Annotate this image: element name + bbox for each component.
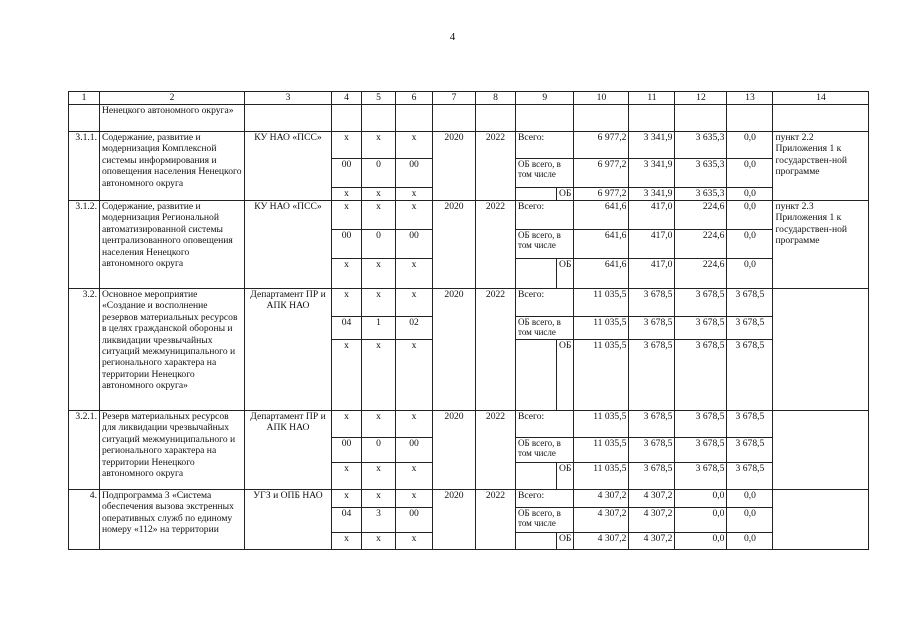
- code-cell: 02: [396, 317, 433, 340]
- item-name: Резерв материальных ресурсов для ликвидации чрезвычайных ситуаций межмуниципального и регионального характера на территории Ненецкого автономного округа: [100, 411, 245, 490]
- source-label: Всего:: [516, 490, 574, 508]
- amount-2020: 3 678,5: [629, 317, 675, 340]
- code-cell: 00: [332, 159, 362, 188]
- amount-2021: 0,0: [675, 508, 727, 533]
- code-cell: 0: [362, 438, 396, 463]
- table-row: [69, 411, 869, 438]
- amount-2022: 3 678,5: [727, 289, 773, 317]
- amount-2020: 3 678,5: [629, 438, 675, 463]
- item-executor: Департамент ПР и АПК НАО: [245, 411, 332, 490]
- amount-2022: 3 678,5: [727, 317, 773, 340]
- code-cell: 00: [332, 438, 362, 463]
- continuation-text: Ненецкого автономного округа»: [100, 105, 245, 132]
- item-number: 3.2.: [69, 289, 100, 411]
- item-note: [773, 411, 869, 490]
- source-blank: [516, 188, 557, 201]
- code-cell: x: [396, 259, 433, 289]
- code-cell: x: [362, 533, 396, 550]
- source-blank: [516, 463, 557, 490]
- amount-total: 11 035,5: [574, 411, 629, 438]
- code-cell: 04: [332, 317, 362, 340]
- amount-2020: 3 341,9: [629, 132, 675, 159]
- col-header: 4: [332, 92, 362, 105]
- year-end: 2022: [476, 411, 516, 490]
- code-cell: x: [396, 490, 433, 508]
- code-cell: 1: [362, 317, 396, 340]
- amount-2020: 3 678,5: [629, 289, 675, 317]
- source-label: Всего:: [516, 132, 574, 159]
- code-cell: x: [396, 132, 433, 159]
- item-number: 4.: [69, 490, 100, 550]
- amount-2021: 224,6: [675, 259, 727, 289]
- table-row: [69, 201, 869, 230]
- code-cell: 00: [396, 230, 433, 259]
- code-cell: x: [362, 340, 396, 411]
- amount-2021: 3 678,5: [675, 289, 727, 317]
- amount-2021: 224,6: [675, 201, 727, 230]
- code-cell: x: [332, 259, 362, 289]
- page-number: 4: [449, 31, 456, 43]
- amount-2020: 4 307,2: [629, 508, 675, 533]
- code-cell: x: [396, 289, 433, 317]
- amount-2020: 417,0: [629, 230, 675, 259]
- item-note: пункт 2.3 Приложения 1 к государствен-ной программе: [773, 201, 869, 289]
- code-cell: 00: [396, 159, 433, 188]
- col-header: 1: [69, 92, 100, 105]
- source-label: ОБ всего, в том числе: [516, 230, 574, 259]
- year-start: 2020: [433, 201, 476, 289]
- amount-total: 4 307,2: [574, 490, 629, 508]
- code-cell: x: [332, 340, 362, 411]
- col-header: 10: [574, 92, 629, 105]
- amount-total: 641,6: [574, 259, 629, 289]
- code-cell: x: [362, 411, 396, 438]
- code-cell: 00: [396, 438, 433, 463]
- amount-2022: 0,0: [727, 188, 773, 201]
- source-label: ОБ: [557, 463, 574, 490]
- item-number: 3.1.2.: [69, 201, 100, 289]
- item-executor: КУ НАО «ПСС»: [245, 132, 332, 201]
- code-cell: x: [332, 463, 362, 490]
- col-header: 11: [629, 92, 675, 105]
- col-header: 12: [675, 92, 727, 105]
- code-cell: 00: [332, 230, 362, 259]
- source-label: ОБ: [557, 259, 574, 289]
- source-blank: [516, 340, 557, 411]
- source-label: ОБ всего, в том числе: [516, 508, 574, 533]
- code-cell: x: [332, 411, 362, 438]
- year-end: 2022: [476, 201, 516, 289]
- source-label: Всего:: [516, 289, 574, 317]
- amount-2021: 3 678,5: [675, 317, 727, 340]
- amount-2021: 3 635,3: [675, 188, 727, 201]
- code-cell: x: [332, 533, 362, 550]
- code-cell: 3: [362, 508, 396, 533]
- amount-2020: 3 678,5: [629, 340, 675, 411]
- amount-2022: 0,0: [727, 201, 773, 230]
- item-name: Основное мероприятие «Создание и восполнение резервов материальных ресурсов в целях гражданской обороны и ликвидации чрезвычайных ситуаций межмуниципального и регионального характера на территории Ненецкого автономного округа»: [100, 289, 245, 411]
- amount-2020: 3 678,5: [629, 463, 675, 490]
- amount-2020: 3 341,9: [629, 159, 675, 188]
- amount-2021: 3 678,5: [675, 438, 727, 463]
- amount-2021: 3 678,5: [675, 411, 727, 438]
- amount-2020: 3 678,5: [629, 411, 675, 438]
- amount-total: 4 307,2: [574, 533, 629, 550]
- col-header: 9: [516, 92, 574, 105]
- source-label: ОБ: [557, 340, 574, 411]
- amount-2020: 417,0: [629, 201, 675, 230]
- item-number: 3.2.1.: [69, 411, 100, 490]
- amount-total: 6 977,2: [574, 188, 629, 201]
- amount-total: 11 035,5: [574, 340, 629, 411]
- code-cell: 0: [362, 159, 396, 188]
- amount-total: 6 977,2: [574, 132, 629, 159]
- code-cell: x: [396, 340, 433, 411]
- year-start: 2020: [433, 490, 476, 550]
- column-number-row: [69, 92, 869, 105]
- amount-total: 11 035,5: [574, 463, 629, 490]
- item-note: [773, 289, 869, 411]
- source-label: ОБ всего, в том числе: [516, 317, 574, 340]
- amount-2020: 417,0: [629, 259, 675, 289]
- continuation-row: [69, 105, 869, 132]
- amount-2022: 3 678,5: [727, 411, 773, 438]
- amount-2022: 0,0: [727, 508, 773, 533]
- code-cell: x: [396, 201, 433, 230]
- amount-2020: 3 341,9: [629, 188, 675, 201]
- item-number: 3.1.1.: [69, 132, 100, 201]
- code-cell: 0: [362, 230, 396, 259]
- year-start: 2020: [433, 132, 476, 201]
- col-header: 13: [727, 92, 773, 105]
- code-cell: x: [362, 490, 396, 508]
- source-blank: [516, 259, 557, 289]
- item-executor: КУ НАО «ПСС»: [245, 201, 332, 289]
- amount-total: 6 977,2: [574, 159, 629, 188]
- amount-total: 4 307,2: [574, 508, 629, 533]
- source-label: ОБ всего, в том числе: [516, 438, 574, 463]
- amount-2021: 0,0: [675, 533, 727, 550]
- year-end: 2022: [476, 490, 516, 550]
- code-cell: x: [332, 132, 362, 159]
- item-executor: Департамент ПР и АПК НАО: [245, 289, 332, 411]
- code-cell: x: [362, 188, 396, 201]
- amount-2021: 3 635,3: [675, 159, 727, 188]
- col-header: 7: [433, 92, 476, 105]
- col-header: 14: [773, 92, 869, 105]
- year-end: 2022: [476, 289, 516, 411]
- year-start: 2020: [433, 289, 476, 411]
- amount-2020: 4 307,2: [629, 490, 675, 508]
- amount-2021: 224,6: [675, 230, 727, 259]
- amount-total: 641,6: [574, 230, 629, 259]
- item-name: Содержание, развитие и модернизация Комплексной системы информирования и оповещения населения Ненецкого автономного округа: [100, 132, 245, 201]
- item-name: Содержание, развитие и модернизация Региональной автоматизированной системы централизованного оповещения населения Ненецкого автономного округа: [100, 201, 245, 289]
- code-cell: x: [396, 463, 433, 490]
- year-start: 2020: [433, 411, 476, 490]
- item-note: пункт 2.2 Приложения 1 к государствен-ной программе: [773, 132, 869, 201]
- amount-2021: 3 678,5: [675, 463, 727, 490]
- code-cell: x: [362, 259, 396, 289]
- code-cell: x: [332, 201, 362, 230]
- code-cell: x: [362, 463, 396, 490]
- amount-2022: 0,0: [727, 533, 773, 550]
- source-blank: [516, 533, 557, 550]
- amount-2022: 0,0: [727, 132, 773, 159]
- amount-total: 11 035,5: [574, 317, 629, 340]
- amount-2020: 4 307,2: [629, 533, 675, 550]
- source-label: Всего:: [516, 411, 574, 438]
- source-label: ОБ: [557, 188, 574, 201]
- source-label: ОБ: [557, 533, 574, 550]
- amount-2021: 3 635,3: [675, 132, 727, 159]
- table-row: [69, 289, 869, 317]
- table-row: [69, 132, 869, 159]
- code-cell: x: [396, 411, 433, 438]
- code-cell: x: [332, 188, 362, 201]
- budget-table: [68, 91, 869, 550]
- col-header: 2: [100, 92, 245, 105]
- col-header: 8: [476, 92, 516, 105]
- amount-2021: 0,0: [675, 490, 727, 508]
- budget-table-container: [68, 91, 869, 550]
- amount-2022: 0,0: [727, 159, 773, 188]
- col-header: 5: [362, 92, 396, 105]
- amount-2022: 0,0: [727, 490, 773, 508]
- code-cell: x: [362, 201, 396, 230]
- code-cell: x: [332, 490, 362, 508]
- col-header: 3: [245, 92, 332, 105]
- amount-total: 641,6: [574, 201, 629, 230]
- amount-total: 11 035,5: [574, 289, 629, 317]
- code-cell: 00: [396, 508, 433, 533]
- amount-2022: 3 678,5: [727, 340, 773, 411]
- table-row: [69, 490, 869, 508]
- amount-2022: 3 678,5: [727, 438, 773, 463]
- code-cell: x: [362, 289, 396, 317]
- year-end: 2022: [476, 132, 516, 201]
- code-cell: x: [332, 289, 362, 317]
- code-cell: 04: [332, 508, 362, 533]
- code-cell: x: [396, 533, 433, 550]
- source-label: ОБ всего, в том числе: [516, 159, 574, 188]
- col-header: 6: [396, 92, 433, 105]
- amount-total: 11 035,5: [574, 438, 629, 463]
- amount-2022: 0,0: [727, 230, 773, 259]
- code-cell: x: [396, 188, 433, 201]
- code-cell: x: [362, 132, 396, 159]
- amount-2021: 3 678,5: [675, 340, 727, 411]
- amount-2022: 3 678,5: [727, 463, 773, 490]
- item-name: Подпрограмма 3 «Система обеспечения вызова экстренных оперативных служб по единому номеру «112» на территории: [100, 490, 245, 550]
- item-executor: УГЗ и ОПБ НАО: [245, 490, 332, 550]
- amount-2022: 0,0: [727, 259, 773, 289]
- source-label: Всего:: [516, 201, 574, 230]
- item-note: [773, 490, 869, 550]
